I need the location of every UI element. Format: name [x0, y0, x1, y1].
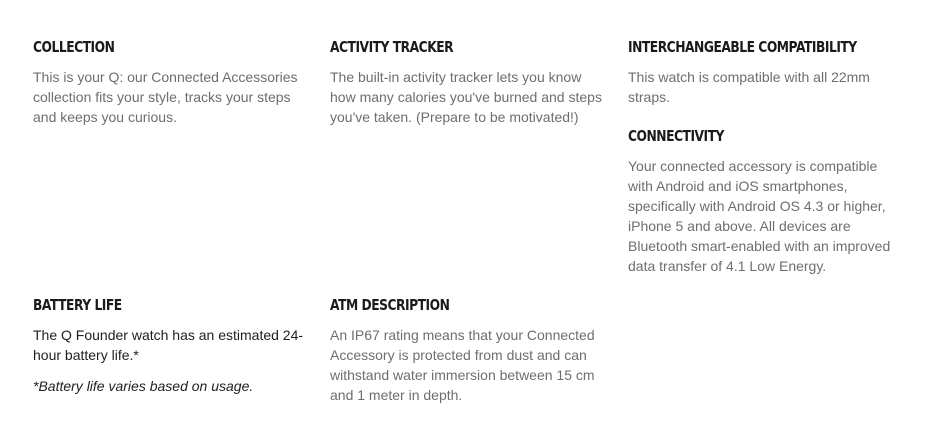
collection-section	[33, 38, 305, 127]
activity-tracker-section	[330, 38, 602, 127]
connectivity-section	[628, 127, 898, 276]
connectivity-heading: CONNECTIVITY	[628, 127, 724, 145]
battery-life-footnote: *Battery life varies based on usage.	[33, 378, 254, 394]
battery-life-description: The Q Founder watch has an estimated 24-hour battery life.*	[33, 327, 304, 363]
atm-description-heading: ATM DESCRIPTION	[330, 296, 450, 314]
collection-description: This is your Q: our Connected Accessories collection fits your style, tracks your steps and keeps you curious.	[33, 69, 298, 125]
collection-heading: COLLECTION	[33, 38, 115, 56]
battery-life-heading: BATTERY LIFE	[33, 296, 122, 314]
activity-tracker-description: The built-in activity tracker lets you know how many calories you've burned and steps you've taken. (Prepare to be motivated!)	[330, 69, 602, 125]
compatibility-section	[628, 38, 898, 107]
compatibility-heading: INTERCHANGEABLE COMPATIBILITY	[628, 38, 857, 56]
compatibility-description: This watch is compatible with all 22mm straps.	[628, 69, 870, 105]
activity-tracker-heading: ACTIVITY TRACKER	[330, 38, 454, 56]
atm-description-text: An IP67 rating means that your Connected Accessory is protected from dust and can withstand water immersion between 15 cm and 1 meter in depth.	[330, 327, 595, 403]
battery-life-section	[33, 296, 305, 396]
connectivity-description: Your connected accessory is compatible with Android and iOS smartphones, specifically with Android OS 4.3 or higher, iPhone 5 and above. All devices are Bluetooth smart-enabled with an improved data transfer of 4.1 Low Energy.	[628, 158, 891, 274]
atm-description-section	[330, 296, 602, 405]
